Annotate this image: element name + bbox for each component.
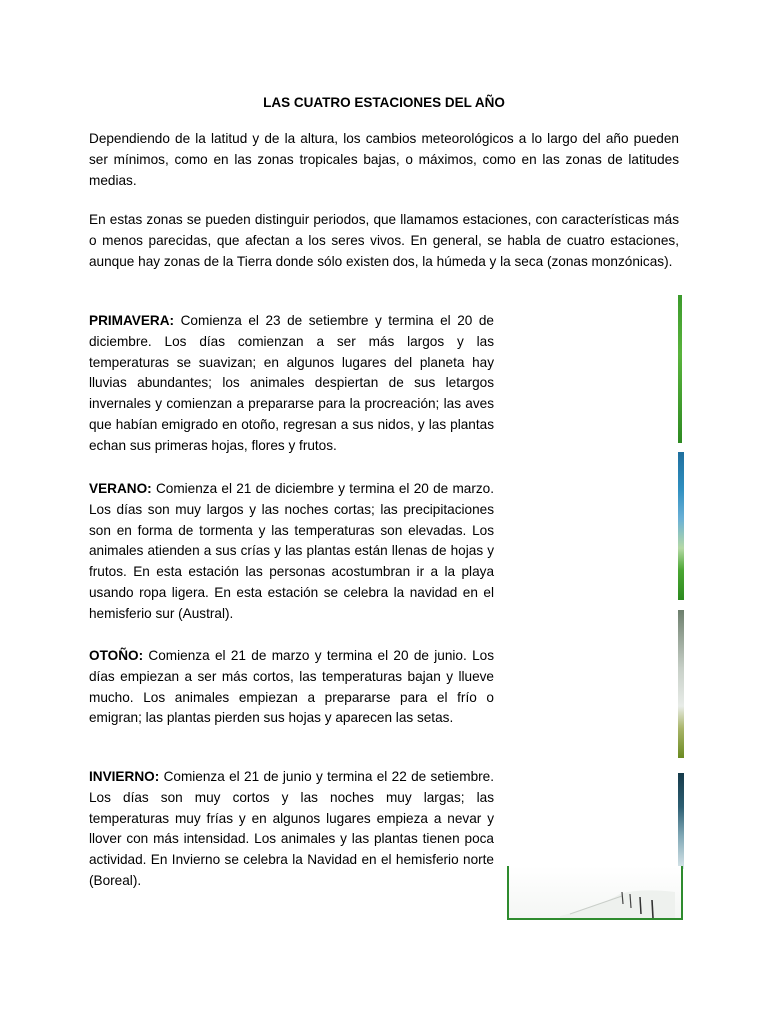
season-text: Comienza el 21 de diciembre y termina el 20 de marzo. Los días son muy largos y las noches cortas; las precipitaciones son en forma de tormenta y las temperaturas son elevadas. Los animales atienden a sus crías y las plantas están llenas de hojas y frutos. En esta estación las personas acostumbran ir a la playa usando ropa ligera. En esta estación se celebra la navidad en el hemisferio sur (Austral). [89, 481, 494, 621]
season-name: INVIERNO: [89, 769, 160, 784]
season-invierno [89, 767, 494, 892]
snow-fence-image [560, 888, 675, 918]
intro-paragraph-1: Dependiendo de la latitud y de la altura, los cambios meteorológicos a lo largo del año pueden ser mínimos, como en las zonas tropicales bajas, o máximos, como en las zonas de latitudes medias. [89, 131, 679, 188]
season-primavera [89, 311, 494, 457]
season-otono [89, 646, 494, 729]
season-text: Comienza el 21 de junio y termina el 22 de setiembre. Los días son muy cortos y las noches muy largas; las temperaturas muy frías y en algunos lugares empieza a nevar y llover con más intensidad. Los animales y las plantas tienen poca actividad. En Invierno se celebra la Navidad en el hemisferio norte (Boreal). [89, 769, 494, 888]
autumn-image-strip [678, 610, 684, 758]
winter-image-strip [678, 773, 684, 869]
season-text: Comienza el 23 de setiembre y termina el 20 de diciembre. Los días comienzan a ser más largos y las temperaturas se suavizan; en algunos lugares del planeta hay lluvias abundantes; los animales despiertan de sus letargos invernales y comienzan a prepararse para la procreación; las aves que habían emigrado en otoño, regresan a sus nidos, y las plantas echan sus primeras hojas, flores y frutos. [89, 313, 494, 453]
season-name: VERANO: [89, 481, 152, 496]
season-verano [89, 479, 494, 625]
document-title: LAS CUATRO ESTACIONES DEL AÑO [263, 95, 505, 110]
spring-image-strip [678, 295, 682, 443]
intro-paragraph-2: En estas zonas se pueden distinguir periodos, que llamamos estaciones, con características más o menos parecidas, que afectan a los seres vivos. En general, se habla de cuatro estaciones, aunque hay zonas de la Tierra donde sólo existen dos, la húmeda y la seca (zonas monzónicas). [89, 212, 679, 269]
summer-image-strip [678, 452, 684, 600]
season-name: PRIMAVERA: [89, 313, 175, 328]
season-text: Comienza el 21 de marzo y termina el 20 de junio. Los días empiezan a ser más cortos, las temperaturas bajan y llueve mucho. Los animales empiezan a prepararse para el frío o emigran; las plantas pierden sus hojas y aparecen las setas. [89, 648, 494, 726]
season-name: OTOÑO: [89, 648, 144, 663]
